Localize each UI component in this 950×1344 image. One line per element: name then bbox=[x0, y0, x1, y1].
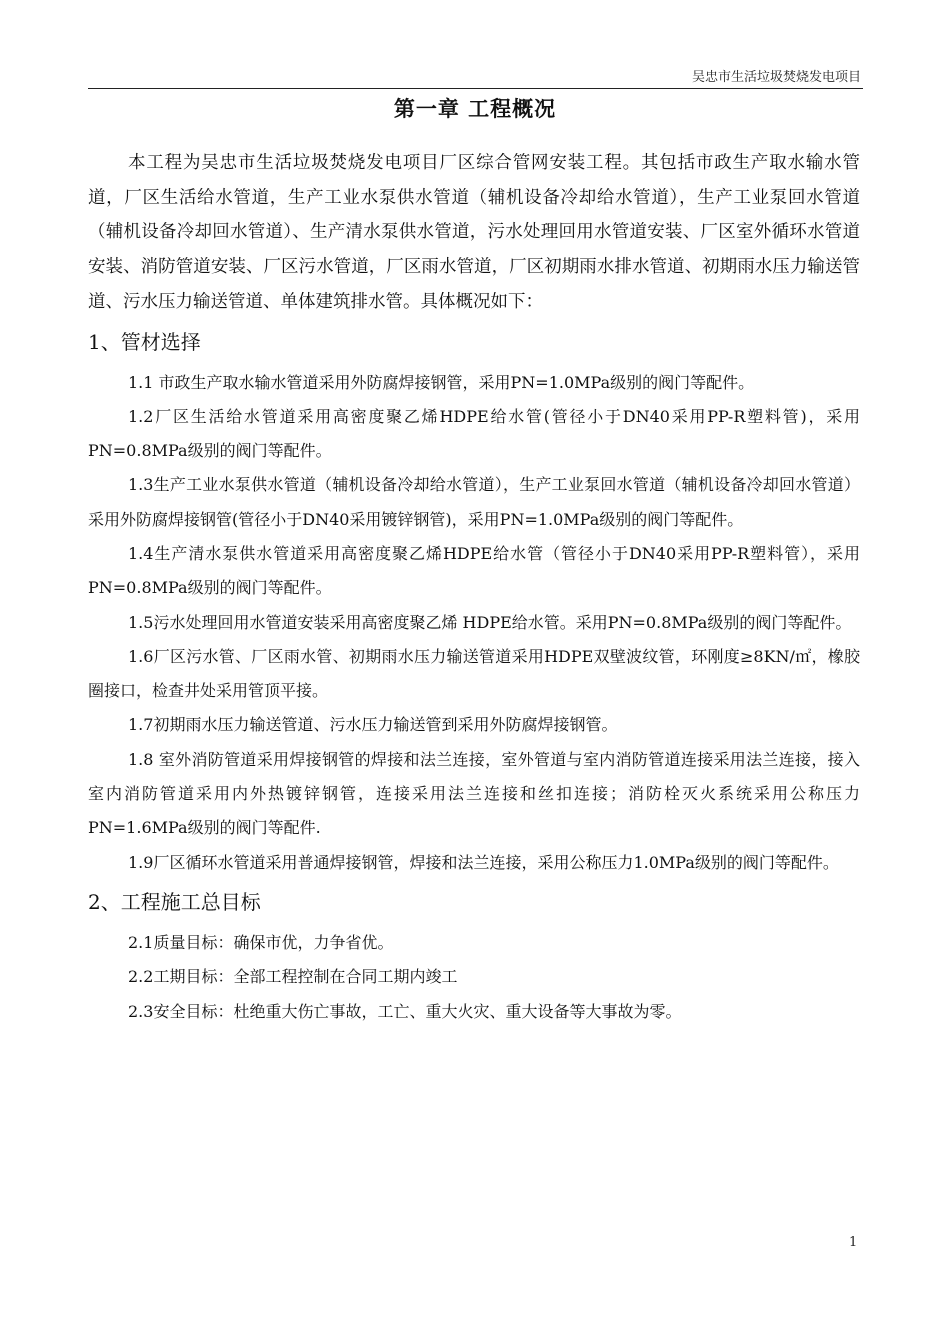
page-number: 1 bbox=[849, 1235, 858, 1250]
list-item: 2.1质量目标：确保市优，力争省优。 bbox=[128, 932, 394, 952]
list-item: 1.1 市政生产取水输水管道采用外防腐焊接钢管，采用PN=1.0MPa级别的阀门等配件。 bbox=[128, 372, 755, 392]
list-item: 1.2厂区生活给水管道采用高密度聚乙烯HDPE给水管(管径小于DN40采用PP-R塑料管)，采用PN=0.8MPa级别的阀门等配件。 bbox=[88, 406, 860, 461]
list-item: 1.7初期雨水压力输送管道、污水压力输送管到采用外防腐焊接钢管。 bbox=[128, 715, 618, 735]
section-pipe-materials bbox=[88, 320, 860, 880]
list-item: 1.5污水处理回用水管道安装采用高密度聚乙烯 HDPE给水管。采用PN=0.8MPa级别的阀门等配件。 bbox=[128, 612, 852, 632]
section-heading: 1、管材选择 bbox=[88, 329, 201, 354]
list-item: 1.3生产工业水泵供水管道（辅机设备冷却给水管道），生产工业泵回水管道（辅机设备冷却回水管道）采用外防腐焊接钢管(管径小于DN40采用镀锌钢管)，采用PN=1.0MPa级别的阀门等配件。 bbox=[88, 475, 860, 529]
section-heading: 2、工程施工总目标 bbox=[88, 889, 261, 914]
header-text: 吴忠市生活垃圾焚烧发电项目 bbox=[691, 70, 861, 85]
section-construction-goals bbox=[88, 880, 860, 1029]
list-item: 1.8 室外消防管道采用焊接钢管的焊接和法兰连接，室外管道与室内消防管道连接采用法兰连接，接入室内消防管道采用内外热镀锌钢管，连接采用法兰连接和丝扣连接；消防栓灭火系统采用公称压力PN=1.6MPa级别的阀门等配件. bbox=[88, 749, 860, 838]
list-item: 2.3安全目标：杜绝重大伤亡事故，工亡、重大火灾、重大设备等大事故为零。 bbox=[128, 1001, 682, 1021]
list-item: 1.4生产清水泵供水管道采用高密度聚乙烯HDPE给水管（管径小于DN40采用PP-R塑料管），采用PN=0.8MPa级别的阀门等配件。 bbox=[88, 544, 860, 598]
list-item: 2.2工期目标：全部工程控制在合同工期内竣工 bbox=[128, 967, 458, 987]
intro-paragraph: 本工程为吴忠市生活垃圾焚烧发电项目厂区综合管网安装工程。其包括市政生产取水输水管道，厂区生活给水管道，生产工业水泵供水管道（辅机设备冷却给水管道），生产工业泵回水管道（辅机设备冷却回水管道）、生产清水泵供水管道，污水处理回用水管道安装、厂区室外循环水管道安装、消防管道安装、厂区污水管道，厂区雨水管道，厂区初期雨水排水管道、初期雨水压力输送管道、污水压力输送管道、单体建筑排水管。具体概况如下： bbox=[88, 153, 860, 312]
document-body bbox=[88, 146, 860, 1029]
list-item: 1.6厂区污水管、厂区雨水管、初期雨水压力输送管道采用HDPE双壁波纹管，环刚度≥8KN/㎡，橡胶圈接口，检查井处采用管顶平接。 bbox=[88, 646, 860, 701]
page-header bbox=[88, 70, 863, 89]
chapter-title: 第一章 工程概况 bbox=[393, 97, 557, 121]
list-item: 1.9厂区循环水管道采用普通焊接钢管，焊接和法兰连接，采用公称压力1.0MPa级别的阀门等配件。 bbox=[128, 852, 839, 872]
